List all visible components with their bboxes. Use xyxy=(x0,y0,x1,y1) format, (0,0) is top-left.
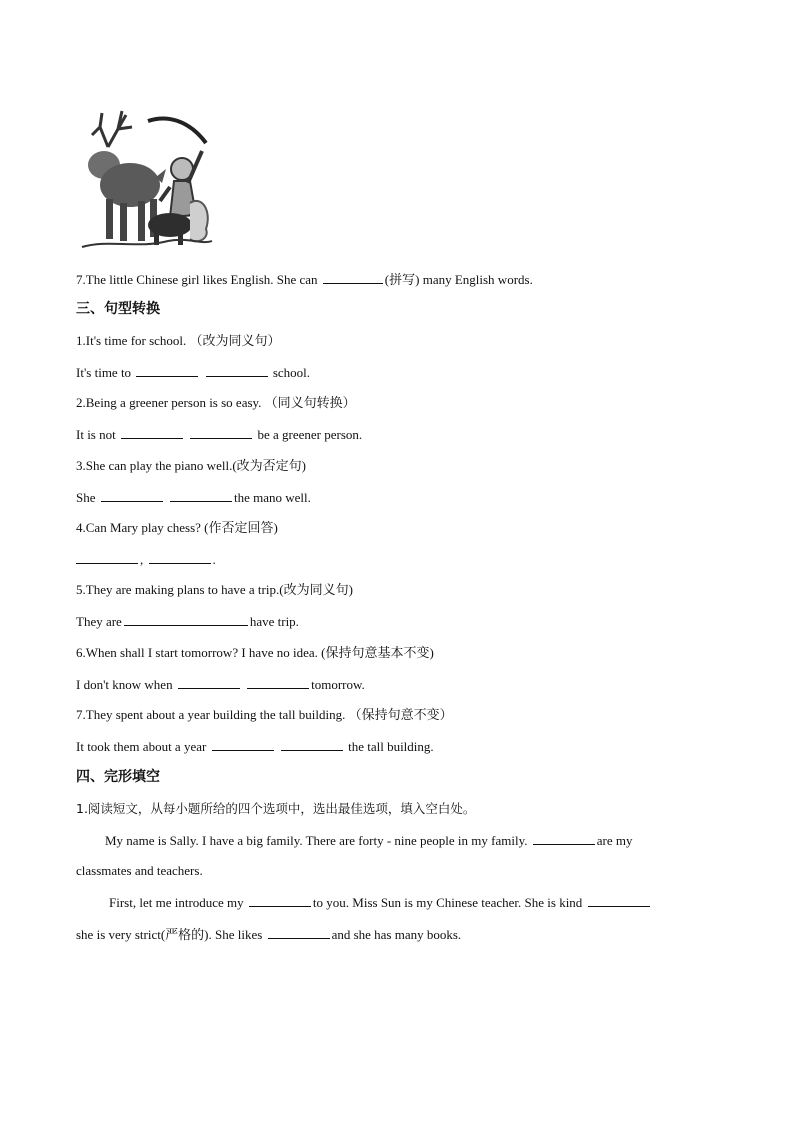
s3-q1-answer xyxy=(76,363,726,382)
answer-blank[interactable] xyxy=(249,893,311,907)
s3-q1-answer-end: school. xyxy=(272,365,311,380)
answer-blank[interactable] xyxy=(268,925,330,939)
s3-q3-prompt: 3.She can play the piano well.(改为否定句) xyxy=(76,458,306,473)
s3-q4-prompt: 4.Can Mary play chess? (作否定回答) xyxy=(76,520,278,535)
answer-blank[interactable] xyxy=(281,737,343,751)
question-7-text-b: (拼写) many English words. xyxy=(384,272,533,287)
answer-blank[interactable] xyxy=(121,425,183,439)
answer-blank[interactable] xyxy=(206,363,268,377)
s3-q2-answer-end: be a greener person. xyxy=(257,427,363,442)
s3-q7-answer xyxy=(76,737,726,756)
s3-q3-answer xyxy=(76,488,726,507)
question-7-text-a: 7.The little Chinese girl likes English. She can xyxy=(76,272,318,287)
s3-q2-answer xyxy=(76,425,726,444)
s3-q1-answer-start: It's time to xyxy=(76,365,132,380)
answer-blank[interactable] xyxy=(190,425,252,439)
s3-q3-answer-start: She xyxy=(76,490,96,505)
answer-blank[interactable] xyxy=(323,270,383,284)
answer-blank[interactable] xyxy=(212,737,274,751)
question-7 xyxy=(76,270,726,289)
passage-text: are my xyxy=(596,833,633,848)
passage-line-3 xyxy=(76,893,759,912)
passage-line-1 xyxy=(76,831,755,850)
answer-blank[interactable] xyxy=(76,550,138,564)
section-4-instruction: 1.阅读短文，从每小题所给的四个选项中，选出最佳选项，填入空白处。 xyxy=(76,801,476,816)
s3-q6-prompt: 6.When shall I start tomorrow? I have no idea. (保持句意基本不变) xyxy=(76,645,434,660)
answer-blank[interactable] xyxy=(136,363,198,377)
section-3-heading: 三、句型转换 xyxy=(76,301,160,317)
s3-q6-answer-end: tomorrow. xyxy=(311,677,365,692)
passage-text: My name is Sally. I have a big family. There are forty - nine people in my family. xyxy=(105,833,528,848)
s3-q4-period: . xyxy=(212,552,216,567)
passage-text: and she has many books. xyxy=(331,927,462,942)
section-4-heading: 四、完形填空 xyxy=(76,769,160,785)
passage-line-2: classmates and teachers. xyxy=(76,863,203,878)
passage-text: First, let me introduce my xyxy=(109,895,244,910)
passage-text: to you. Miss Sun is my Chinese teacher. She is kind xyxy=(312,895,583,910)
s3-q4-answer xyxy=(76,550,726,569)
s3-q5-answer-end: have trip. xyxy=(249,614,299,629)
answer-blank[interactable] xyxy=(170,488,232,502)
s3-q7-prompt: 7.They spent about a year building the tall building. （保持句意不变） xyxy=(76,707,453,722)
deer-and-boy-illustration xyxy=(78,107,214,253)
passage-text: she is very strict(严格的). She likes xyxy=(76,927,263,942)
answer-blank[interactable] xyxy=(149,550,211,564)
s3-q7-answer-end: the tall building. xyxy=(348,739,434,754)
s3-q4-comma: , xyxy=(140,552,144,567)
s3-q5-answer-start: They are xyxy=(76,614,122,629)
s3-q6-answer xyxy=(76,675,726,694)
s3-q2-answer-start: It is not xyxy=(76,427,116,442)
s3-q7-answer-start: It took them about a year xyxy=(76,739,207,754)
s3-q5-prompt: 5.They are making plans to have a trip.(改为同义句) xyxy=(76,582,353,597)
s3-q5-answer xyxy=(76,612,726,631)
s3-q2-prompt: 2.Being a greener person is so easy. （同义句转换） xyxy=(76,395,356,410)
s3-q1-prompt: 1.It's time for school. （改为同义句） xyxy=(76,333,281,348)
answer-blank[interactable] xyxy=(101,488,163,502)
passage-line-4 xyxy=(76,925,726,944)
answer-blank[interactable] xyxy=(533,831,595,845)
s3-q6-answer-start: I don't know when xyxy=(76,677,173,692)
answer-blank[interactable] xyxy=(124,612,248,626)
answer-blank[interactable] xyxy=(588,893,650,907)
s3-q3-answer-end: the mano well. xyxy=(234,490,311,505)
answer-blank[interactable] xyxy=(247,675,309,689)
answer-blank[interactable] xyxy=(178,675,240,689)
